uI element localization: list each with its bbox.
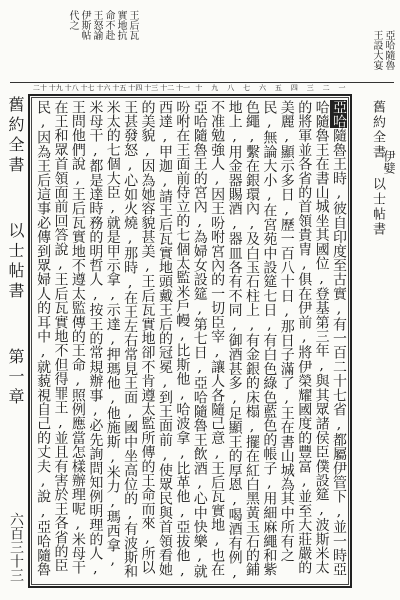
column-number: 十九: [48, 84, 63, 92]
column-number: 十三: [144, 84, 159, 92]
column-number-row: [32, 83, 350, 93]
column-number: 三: [306, 84, 314, 92]
column-number: 十八: [64, 84, 79, 92]
column-number: 十六: [96, 84, 111, 92]
scripture-paragraph: [34, 100, 347, 582]
column-number: 五: [274, 84, 282, 92]
column-number: 十: [195, 84, 203, 92]
column-number: 十一: [175, 84, 190, 92]
margin-book-name: 舊約全書: [370, 100, 385, 160]
header-left-line: 實地抗: [115, 10, 126, 40]
right-margin-note: 伊嬖: [382, 150, 396, 174]
column-number: 二十: [32, 84, 47, 92]
header-left-line: 王怒諭: [91, 10, 102, 40]
column-number: 九: [211, 84, 219, 92]
header-left-line: 王后瓦: [127, 10, 138, 40]
column-number: 一: [338, 84, 346, 92]
margin-section-name: 以士帖書: [6, 222, 25, 302]
column-number: 八: [227, 84, 235, 92]
header-left-line: 命不赴: [103, 10, 114, 40]
column-number: 十二: [160, 84, 175, 92]
column-number: 十四: [128, 84, 143, 92]
column-number: 七: [243, 84, 251, 92]
boxed-name: 亞哈: [331, 100, 347, 129]
header-right-line: 王設大宴: [371, 30, 382, 70]
header-left-line: 伊斯帖: [79, 10, 90, 40]
scripture-text: 隨魯王時,彼自印度至古實,有一百二十七省,都屬伊管下,並一時亞哈隨魯王在書山城坐其國位,登基第三年,與其眾諸侯臣僕設筵,波斯米太的將軍並各省的首領貴冑,俱在伊前,將伊榮耀國度的豐富,並至大莊嚴的美麗,顯示多日,歷一百八十日,那日子滿了,王在書山城為其中所有之民,無論大小,在宮苑中設筵七日,有白色綠色藍色的帳子,用細麻繩和紫色繩,繫在銀環內,及白玉石柱上,有金銀的床榻,擺在紅白黑黃玉石的鋪地上,用金器賜酒,器皿各有不同,御酒甚多,足顯王的厚恩,喝酒有例,不准勉強人,因王吩咐宮內的一切臣宰,讓人各隨己意,王后瓦實地,也在亞哈隨魯王的宮內,為婦女設筵,第七日,亞哈隨魯王飲酒,心中快樂,就吩咐在王面前侍立的七個太監米戶幔,比斯他,哈波拿,比革他,亞拔他,西達,甲迦,請王后瓦實地頭戴王后的冠冕,到王面前,使眾民與首領看她的美貌,因為她容貌甚美,王后瓦實地卻不肯遵太監所傳的王命而來,所以王甚發怒,心如火燒,那時,在王左右常見王面,國中坐高位的,有波斯和米太的七個大臣,就是甲示拿,示達,押瑪他,他施斯,米力,瑪西拿,米母干,都是達時務的明哲人,按王的常規辦事,必先詢問知例明理的人,王問他們說,王后瓦實地不遵太監傳的王命,照例應當怎樣辦理呢,米母干在王和眾首領面前回答說,王后瓦實地不但得罪王,並且有害於王各省的臣民,因為王后這事必傳到眾婦人的耳中,就藐視自己的丈夫,說,亞哈隨魯: [35, 100, 347, 581]
scripture-body: [34, 100, 347, 582]
column-number: 四: [290, 84, 298, 92]
margin-chapter: 第一章: [6, 348, 25, 408]
left-margin-title: [6, 96, 24, 408]
column-number: 十七: [80, 84, 95, 92]
margin-book-name: 舊約全書: [6, 96, 25, 176]
page-number: 六百三十三: [8, 512, 24, 582]
margin-section-name: 以士帖書: [370, 177, 385, 237]
header-annotation-right: [370, 30, 394, 70]
header-right-line: 亞哈隨魯: [383, 30, 394, 70]
column-number: 十五: [112, 84, 127, 92]
column-number: 二: [322, 84, 330, 92]
column-number: 六: [259, 84, 267, 92]
header-left-line: 代之: [67, 10, 78, 30]
header-annotation-left: [66, 10, 138, 40]
